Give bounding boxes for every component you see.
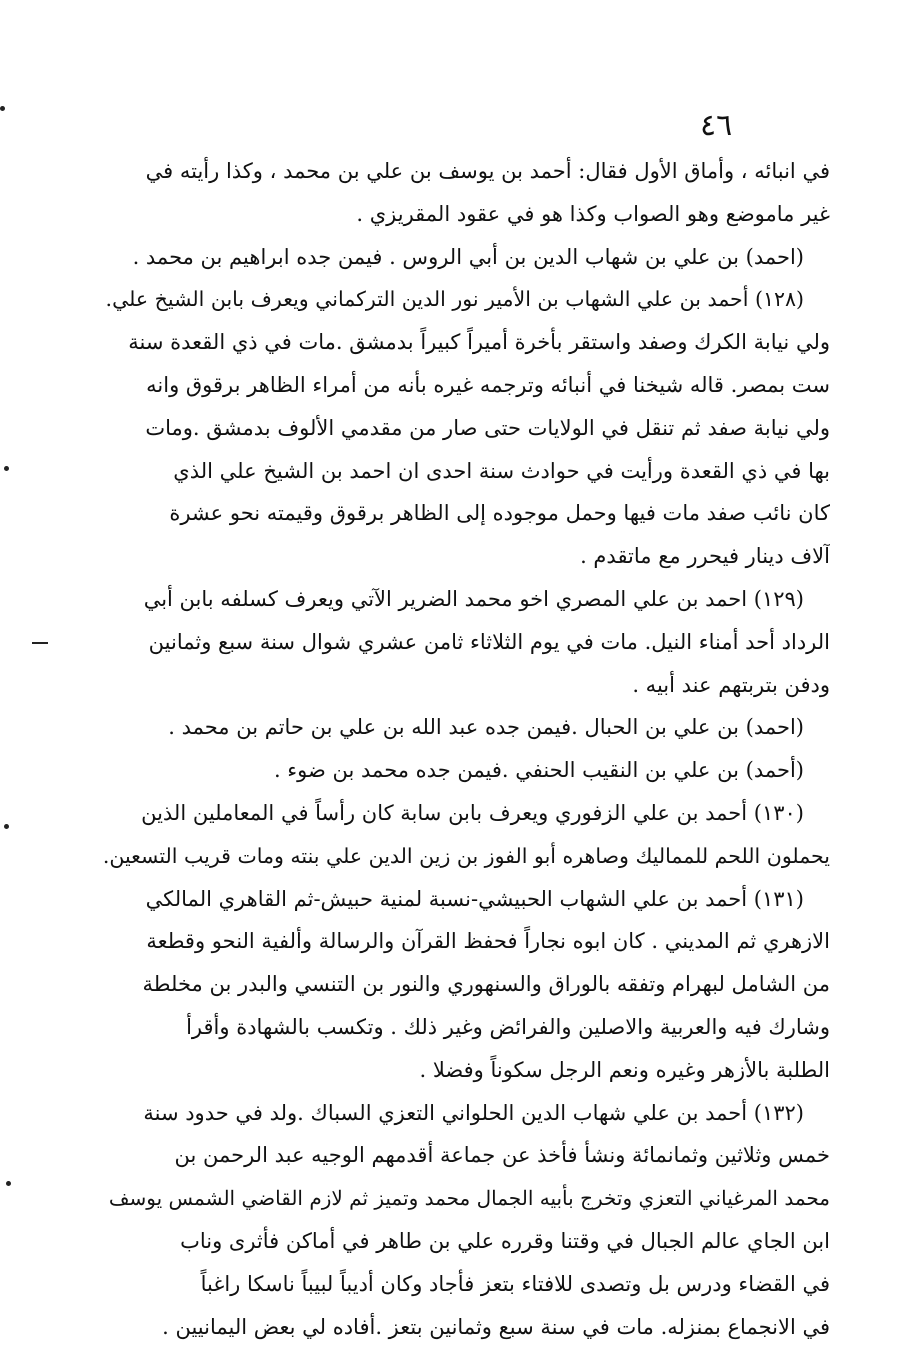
text-line: محمد المرغياني التعزي وتخرج بأبيه الجمال محمد وتميز ثم لازم القاضي الشمس يوسف [108,1186,830,1211]
text-line: (احمد) بن علي بن الحبال .فيمن جده عبد الله بن علي بن حاتم بن محمد . [168,715,804,740]
text-line: آلاف دينار فيحرر مع ماتقدم . [580,544,830,569]
text-line: يحملون اللحم للمماليك وصاهره أبو الفوز بن زين الدين علي بنته ومات قريب التسعين. [102,843,830,868]
text-line: غير ماموضع وهو الصواب وكذا هو في عقود المقريزي . [356,201,830,226]
text-line: (أحمد) بن علي بن النقيب الحنفي .فيمن جده محمد بن ضوء . [273,758,804,783]
margin-speck [4,824,9,829]
text-line: ابن الجاي عالم الجبال في وقتنا وقرره علي بن طاهر في أماكن فأثرى وناب [180,1228,830,1253]
margin-speck [4,466,9,471]
text-line: (١٣٢) أحمد بن علي شهاب الدين الحلواني التعزي السباك .ولد في حدود سنة [143,1100,804,1125]
text-line: (١٣١) أحمد بن علي الشهاب الحبيشي-نسبة لمنية حبيش-ثم القاهري المالكي [145,886,804,911]
text-line: كان نائب صفد مات فيها وحمل موجوده إلى الظاهر برقوق وقيمته نحو عشرة [169,501,830,526]
text-line: بها في ذي القعدة ورأيت في حوادث سنة احدى ان احمد بن الشيخ علي الذي [173,458,830,483]
text-line: خمس وثلاثين وثمانمائة ونشأ فأخذ عن جماعة أقدمهم الوجيه عبد الرحمن بن [174,1143,830,1168]
text-line: من الشامل لبهرام وتفقه بالوراق والسنهوري والنور بن التنسي والبدر بن مخلطة [142,972,830,997]
text-line: (احمد) بن علي بن شهاب الدين بن أبي الروس . فيمن جده ابراهيم بن محمد . [132,244,804,269]
page-number: ٤٦ [700,108,733,143]
text-line: ولي نيابة صفد ثم تنقل في الولايات حتى صار من مقدمي الألوف بدمشق .ومات [145,415,830,440]
margin-speck [6,1181,11,1186]
text-line: وشارك فيه والعربية والاصلين والفرائض وغير ذلك . وتكسب بالشهادة وأقرأ [186,1014,830,1039]
text-line: في انبائه ، وأماق الأول فقال: أحمد بن يوسف بن علي بن محمد ، وكذا رأيته في [145,159,830,183]
text-line: الازهري ثم المديني . كان ابوه نجاراً فحفظ القرآن والرسالة وألفية النحو وقطعة [146,929,830,954]
margin-dash [32,642,48,644]
text-line: الرداد أحد أمناء النيل. مات في يوم الثلاثاء ثامن عشري شوال سنة سبع وثمانين [148,629,830,654]
page-body-text [100,150,830,1348]
text-line: في الانجماع بمنزله. مات في سنة سبع وثمانين بتعز .أفاده لي بعض اليمانيين . [162,1314,830,1339]
text-line: ست بمصر. قاله شيخنا في أنبائه وترجمه غيره بأنه من أمراء الظاهر برقوق وانه [146,372,830,397]
text-line: الطلبة بالأزهر وغيره ونعم الرجل سكوناً وفضلا . [419,1057,830,1082]
text-line: في القضاء ودرس بل وتصدى للافتاء بتعز فأجاد وكان أديباً لبيباً ناسكا راغباً [200,1271,830,1296]
margin-speck [0,106,5,111]
text-line: (١٣٠) أحمد بن علي الزفوري ويعرف بابن سابة كان رأساً في المعاملين الذين [141,800,804,825]
text-line: (١٢٨) أحمد بن علي الشهاب بن الأمير نور الدين التركماني ويعرف بابن الشيخ علي. [105,287,804,312]
text-line: ولي نيابة الكرك وصفد واستقر بأخرة أميراً كبيراً بدمشق .مات في ذي القعدة سنة [128,330,830,355]
text-line: (١٢٩) احمد بن علي المصري اخو محمد الضرير الآتي ويعرف كسلفه بابن أبي [143,586,804,611]
text-line: ودفن بتربتهم عند أبيه . [632,672,830,697]
